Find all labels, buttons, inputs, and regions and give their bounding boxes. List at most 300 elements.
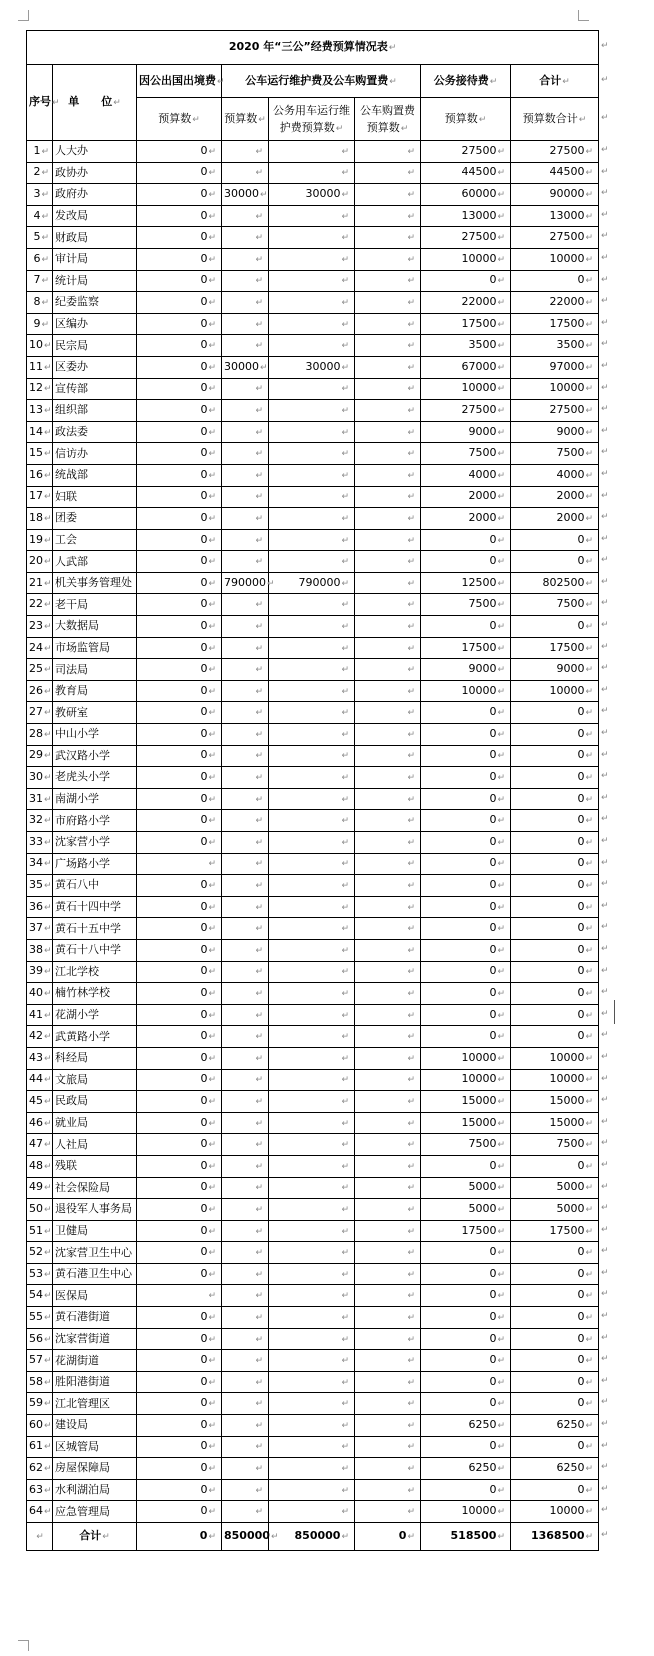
paragraph-mark: ↵ xyxy=(497,1464,505,1475)
cell-car xyxy=(222,961,269,983)
table-row xyxy=(27,1091,599,1113)
cell-maint xyxy=(269,443,355,465)
paragraph-mark: ↵ xyxy=(341,190,349,201)
paragraph-mark: ↵ xyxy=(255,1334,263,1345)
paragraph-mark: ↵ xyxy=(585,405,594,416)
cell-purchase xyxy=(355,356,421,378)
cell-abroad: 0↵ xyxy=(137,1177,222,1199)
subheader-car-maint: 公务用车运行维护费预算数↵ xyxy=(269,98,355,141)
paragraph-mark: ↵ xyxy=(341,405,349,416)
paragraph-mark: ↵ xyxy=(208,492,216,503)
cell-name: 政府办 xyxy=(53,184,137,206)
paragraph-mark: ↵ xyxy=(497,902,505,913)
paragraph-mark: ↵ xyxy=(497,1118,505,1129)
paragraph-mark: ↵ xyxy=(407,1010,415,1021)
cell-car xyxy=(222,702,269,724)
row-end-mark: ↵ xyxy=(601,404,609,414)
paragraph-mark: ↵ xyxy=(255,773,263,784)
paragraph-mark: ↵ xyxy=(208,298,216,308)
paragraph-mark: ↵ xyxy=(407,708,415,719)
paragraph-mark: ↵ xyxy=(585,384,594,395)
cell-name: 医保局 xyxy=(53,1285,137,1307)
cell-car xyxy=(222,637,269,659)
cell-no: 8↵ xyxy=(27,292,53,314)
paragraph-mark: ↵ xyxy=(341,449,349,460)
cell-purchase xyxy=(355,896,421,918)
paragraph-mark: ↵ xyxy=(255,427,263,438)
paragraph-mark: ↵ xyxy=(497,1226,505,1237)
paragraph-mark: ↵ xyxy=(208,276,216,287)
table-row xyxy=(27,508,599,530)
cell-no: 29↵ xyxy=(27,745,53,767)
cell-no: 19↵ xyxy=(27,529,53,551)
paragraph-mark: ↵ xyxy=(208,513,216,524)
cell-purchase xyxy=(355,939,421,961)
subheader-abroad-budget: 预算数↵ xyxy=(137,98,222,141)
cell-reception: 12500↵ xyxy=(421,572,511,594)
paragraph-mark: ↵ xyxy=(255,1420,263,1431)
cell-car xyxy=(222,205,269,227)
row-end-mark: ↵ xyxy=(601,1246,609,1256)
cell-purchase xyxy=(355,680,421,702)
paragraph-mark: ↵ xyxy=(407,729,415,740)
paragraph-mark: ↵ xyxy=(341,945,349,956)
paragraph-mark: ↵ xyxy=(497,621,505,632)
table-row xyxy=(27,313,599,335)
cell-no: 21↵ xyxy=(27,572,53,594)
cell-no: 36↵ xyxy=(27,896,53,918)
table-row xyxy=(27,594,599,616)
paragraph-mark: ↵ xyxy=(585,1532,594,1543)
cell-maint xyxy=(269,227,355,249)
paragraph-mark: ↵ xyxy=(407,362,415,373)
paragraph-mark: ↵ xyxy=(44,1312,52,1323)
paragraph-mark: ↵ xyxy=(208,1053,216,1064)
cell-car xyxy=(222,1501,269,1523)
paragraph-mark: ↵ xyxy=(41,319,49,330)
cell-reception: 2000↵ xyxy=(421,486,511,508)
paragraph-mark: ↵ xyxy=(208,1377,216,1388)
cell-no: 51↵ xyxy=(27,1220,53,1242)
cell-name: 统战部 xyxy=(53,464,137,486)
table-row xyxy=(27,1415,599,1437)
paragraph-mark: ↵ xyxy=(585,449,594,460)
paragraph-mark: ↵ xyxy=(585,319,594,330)
row-end-mark: ↵ xyxy=(601,426,609,436)
cell-no: 32↵ xyxy=(27,810,53,832)
cell-purchase xyxy=(355,637,421,659)
cell-maint xyxy=(269,853,355,875)
paragraph-mark: ↵ xyxy=(407,1096,415,1107)
cell-car xyxy=(222,1458,269,1480)
cell-purchase xyxy=(355,421,421,443)
cell-abroad: 0↵ xyxy=(137,961,222,983)
cell-abroad: 0↵ xyxy=(137,702,222,724)
cell-maint xyxy=(269,1112,355,1134)
paragraph-mark: ↵ xyxy=(585,470,594,481)
paragraph-mark: ↵ xyxy=(585,686,594,697)
row-end-mark: ↵ xyxy=(601,1117,609,1127)
paragraph-mark: ↵ xyxy=(255,405,263,416)
paragraph-mark: ↵ xyxy=(255,1269,263,1280)
row-end-mark: ↵ xyxy=(601,771,609,781)
paragraph-mark: ↵ xyxy=(407,513,415,524)
paragraph-mark: ↵ xyxy=(497,881,505,892)
paragraph-mark: ↵ xyxy=(407,773,415,784)
cell-car xyxy=(222,508,269,530)
row-end-mark: ↵ xyxy=(601,793,609,803)
paragraph-mark: ↵ xyxy=(255,384,263,395)
paragraph-mark: ↵ xyxy=(341,1053,349,1064)
cell-reception: 0↵ xyxy=(421,896,511,918)
table-row xyxy=(27,1501,599,1523)
cell-total: 6250↵ xyxy=(511,1458,599,1480)
cell-maint xyxy=(269,896,355,918)
paragraph-mark: ↵ xyxy=(44,1032,52,1043)
cell-total: 27500↵ xyxy=(511,400,599,422)
table-row xyxy=(27,1285,599,1307)
cell-abroad: 0↵ xyxy=(137,1393,222,1415)
cell-purchase xyxy=(355,1112,421,1134)
paragraph-mark: ↵ xyxy=(407,837,415,848)
cell-total: 15000↵ xyxy=(511,1112,599,1134)
cell-car xyxy=(222,724,269,746)
cell-purchase xyxy=(355,270,421,292)
cell-abroad: 0↵ xyxy=(137,572,222,594)
cell-maint xyxy=(269,1371,355,1393)
total-row xyxy=(27,1523,599,1551)
cell-car xyxy=(222,292,269,314)
paragraph-mark: ↵ xyxy=(497,513,505,524)
cell-reception: 13000↵ xyxy=(421,205,511,227)
paragraph-mark: ↵ xyxy=(585,1226,594,1237)
paragraph-mark: ↵ xyxy=(44,492,52,503)
table-row xyxy=(27,1350,599,1372)
row-end-mark: ↵ xyxy=(601,642,609,652)
paragraph-mark: ↵ xyxy=(208,319,216,330)
table-row xyxy=(27,702,599,724)
paragraph-mark: ↵ xyxy=(407,751,415,762)
cell-car xyxy=(222,443,269,465)
row-end-mark: ↵ xyxy=(601,1074,609,1084)
cell-car xyxy=(222,1220,269,1242)
cell-abroad: 0↵ xyxy=(137,1350,222,1372)
paragraph-mark: ↵ xyxy=(44,881,52,892)
cell-reception: 0↵ xyxy=(421,853,511,875)
paragraph-mark: ↵ xyxy=(255,1291,263,1302)
row-end-mark: ↵ xyxy=(601,112,609,123)
cell-no: 15↵ xyxy=(27,443,53,465)
subheader-total-budget: 预算数合计↵ xyxy=(511,98,599,141)
table-row xyxy=(27,724,599,746)
paragraph-mark: ↵ xyxy=(585,492,594,503)
paragraph-mark: ↵ xyxy=(255,945,263,956)
cell-name: 沈家营小学 xyxy=(53,832,137,854)
paragraph-mark: ↵ xyxy=(255,168,263,179)
paragraph-mark: ↵ xyxy=(585,600,594,611)
paragraph-mark: ↵ xyxy=(341,708,349,719)
table-row xyxy=(27,875,599,897)
cell-no: 40↵ xyxy=(27,983,53,1005)
paragraph-mark: ↵ xyxy=(255,967,263,978)
cell-name: 老虎头小学 xyxy=(53,767,137,789)
cell-car xyxy=(222,1393,269,1415)
cell-car xyxy=(222,616,269,638)
paragraph-mark: ↵ xyxy=(497,643,505,654)
paragraph-mark: ↵ xyxy=(407,1248,415,1259)
paragraph-mark: ↵ xyxy=(585,881,594,892)
cell-abroad: 0↵ xyxy=(137,248,222,270)
paragraph-mark: ↵ xyxy=(407,1377,415,1388)
paragraph-mark: ↵ xyxy=(255,794,263,805)
cell-total: 0↵ xyxy=(511,810,599,832)
paragraph-mark: ↵ xyxy=(585,773,594,784)
paragraph-mark: ↵ xyxy=(585,1507,594,1518)
cell-reception: 0↵ xyxy=(421,810,511,832)
paragraph-mark: ↵ xyxy=(267,578,275,589)
cell-car xyxy=(222,486,269,508)
paragraph-mark: ↵ xyxy=(44,665,52,676)
row-end-mark: ↵ xyxy=(601,728,609,738)
row-end-mark: ↵ xyxy=(601,41,609,51)
paragraph-mark: ↵ xyxy=(208,1140,216,1151)
cell-abroad: 0↵ xyxy=(137,378,222,400)
paragraph-mark: ↵ xyxy=(208,1248,216,1259)
row-end-mark: ↵ xyxy=(601,1354,609,1364)
cell-reception: 7500↵ xyxy=(421,1134,511,1156)
cell-car xyxy=(222,853,269,875)
paragraph-mark: ↵ xyxy=(585,1312,594,1323)
cell-no: 34↵ xyxy=(27,853,53,875)
cell-abroad: 0↵ xyxy=(137,356,222,378)
row-end-mark: ↵ xyxy=(601,1009,609,1019)
cell-name: 沈家营卫生中心 xyxy=(53,1242,137,1264)
paragraph-mark: ↵ xyxy=(497,319,505,330)
paragraph-mark: ↵ xyxy=(497,276,505,287)
cell-abroad: 0↵ xyxy=(137,1155,222,1177)
paragraph-mark: ↵ xyxy=(341,1442,349,1453)
cell-no: 63↵ xyxy=(27,1479,53,1501)
cell-car xyxy=(222,141,269,163)
cell-abroad: 0↵ xyxy=(137,745,222,767)
cell-purchase xyxy=(355,875,421,897)
paragraph-mark: ↵ xyxy=(407,902,415,913)
paragraph-mark: ↵ xyxy=(407,319,415,330)
paragraph-mark: ↵ xyxy=(497,1096,505,1107)
paragraph-mark: ↵ xyxy=(585,1204,594,1215)
paragraph-mark: ↵ xyxy=(341,665,349,676)
paragraph-mark: ↵ xyxy=(208,1269,216,1280)
cell-name: 科经局 xyxy=(53,1047,137,1069)
paragraph-mark: ↵ xyxy=(497,233,505,244)
cell-reception: 6250↵ xyxy=(421,1458,511,1480)
paragraph-mark: ↵ xyxy=(255,902,263,913)
paragraph-mark: ↵ xyxy=(497,384,505,395)
cell-no: 23↵ xyxy=(27,616,53,638)
cell-car xyxy=(222,1047,269,1069)
paragraph-mark: ↵ xyxy=(44,621,52,632)
cell-reception: 9000↵ xyxy=(421,659,511,681)
paragraph-mark: ↵ xyxy=(585,859,594,870)
paragraph-mark: ↵ xyxy=(407,341,415,352)
cell-abroad: 0↵ xyxy=(137,983,222,1005)
row-end-mark: ↵ xyxy=(601,814,609,824)
cell-maint xyxy=(269,1004,355,1026)
cell-total: 97000↵ xyxy=(511,356,599,378)
table-row xyxy=(27,1458,599,1480)
paragraph-mark: ↵ xyxy=(407,1312,415,1323)
cell-reception: 0↵ xyxy=(421,767,511,789)
cell-car xyxy=(222,810,269,832)
paragraph-mark: ↵ xyxy=(44,1053,52,1064)
row-end-mark: ↵ xyxy=(601,1419,609,1429)
cell-reception: 0↵ xyxy=(421,832,511,854)
paragraph-mark: ↵ xyxy=(341,1464,349,1475)
cell-car xyxy=(222,551,269,573)
cell-total: 5000↵ xyxy=(511,1199,599,1221)
total-cell xyxy=(27,1523,53,1551)
paragraph-mark: ↵ xyxy=(585,1464,594,1475)
cell-abroad: 0↵ xyxy=(137,788,222,810)
paragraph-mark: ↵ xyxy=(341,1161,349,1172)
row-end-mark: ↵ xyxy=(601,534,609,544)
paragraph-mark: ↵ xyxy=(341,578,349,589)
paragraph-mark: ↵ xyxy=(255,751,263,762)
paragraph-mark: ↵ xyxy=(44,816,52,827)
table-row xyxy=(27,572,599,594)
paragraph-mark: ↵ xyxy=(341,276,349,287)
paragraph-mark: ↵ xyxy=(44,384,52,395)
paragraph-mark: ↵ xyxy=(497,1420,505,1431)
row-end-mark: ↵ xyxy=(601,339,609,349)
cell-reception: 10000↵ xyxy=(421,248,511,270)
cell-no: 17↵ xyxy=(27,486,53,508)
cell-no: 59↵ xyxy=(27,1393,53,1415)
cell-name: 发改局 xyxy=(53,205,137,227)
cell-total: 0↵ xyxy=(511,896,599,918)
paragraph-mark: ↵ xyxy=(208,665,216,676)
cell-maint xyxy=(269,378,355,400)
cell-total: 90000↵ xyxy=(511,184,599,206)
cell-name: 政法委 xyxy=(53,421,137,443)
paragraph-mark: ↵ xyxy=(497,794,505,805)
cell-no: 16↵ xyxy=(27,464,53,486)
paragraph-mark: ↵ xyxy=(44,643,52,654)
cell-reception: 17500↵ xyxy=(421,1220,511,1242)
paragraph-mark: ↵ xyxy=(497,1183,505,1194)
cell-car xyxy=(222,1026,269,1048)
cell-total: 17500↵ xyxy=(511,313,599,335)
paragraph-mark: ↵ xyxy=(585,924,594,935)
paragraph-mark: ↵ xyxy=(341,967,349,978)
paragraph-mark: ↵ xyxy=(341,535,349,546)
paragraph-mark: ↵ xyxy=(255,989,263,999)
cell-no: 49↵ xyxy=(27,1177,53,1199)
cell-purchase xyxy=(355,1371,421,1393)
paragraph-mark: ↵ xyxy=(497,535,505,546)
cell-no: 48↵ xyxy=(27,1155,53,1177)
paragraph-mark: ↵ xyxy=(341,1485,349,1496)
cell-abroad: 0↵ xyxy=(137,1242,222,1264)
cell-abroad: 0↵ xyxy=(137,141,222,163)
cell-no: 7↵ xyxy=(27,270,53,292)
header-abroad: 因公出国出境费↵ xyxy=(137,65,222,98)
paragraph-mark: ↵ xyxy=(44,600,52,611)
cell-total: 2000↵ xyxy=(511,486,599,508)
cell-total: 0↵ xyxy=(511,1371,599,1393)
cell-no: 53↵ xyxy=(27,1263,53,1285)
cell-reception: 0↵ xyxy=(421,1350,511,1372)
paragraph-mark: ↵ xyxy=(497,362,505,373)
paragraph-mark: ↵ xyxy=(407,492,415,503)
paragraph-mark: ↵ xyxy=(44,449,52,460)
cell-reception: 0↵ xyxy=(421,1026,511,1048)
row-end-mark: ↵ xyxy=(601,188,609,198)
table-row xyxy=(27,1436,599,1458)
paragraph-mark: ↵ xyxy=(208,881,216,892)
cell-purchase xyxy=(355,1458,421,1480)
paragraph-mark: ↵ xyxy=(44,1269,52,1280)
paragraph-mark: ↵ xyxy=(44,859,52,870)
cell-reception: 15000↵ xyxy=(421,1091,511,1113)
cell-total: 0↵ xyxy=(511,918,599,940)
cell-car xyxy=(222,1155,269,1177)
paragraph-mark: ↵ xyxy=(497,470,505,481)
cell-car xyxy=(222,659,269,681)
cell-no: 13↵ xyxy=(27,400,53,422)
cell-purchase xyxy=(355,853,421,875)
cell-maint xyxy=(269,961,355,983)
cell-total: 10000↵ xyxy=(511,378,599,400)
paragraph-mark: ↵ xyxy=(585,1032,594,1043)
cell-total: 17500↵ xyxy=(511,637,599,659)
cell-car xyxy=(222,1004,269,1026)
paragraph-mark: ↵ xyxy=(341,686,349,697)
cell-no: 22↵ xyxy=(27,594,53,616)
cell-abroad: 0↵ xyxy=(137,292,222,314)
cell-car xyxy=(222,1263,269,1285)
row-end-mark: ↵ xyxy=(601,1225,609,1235)
row-end-mark: ↵ xyxy=(601,167,609,177)
cell-total: 0↵ xyxy=(511,767,599,789)
cell-name: 妇联 xyxy=(53,486,137,508)
cell-total: 13000↵ xyxy=(511,205,599,227)
cell-maint xyxy=(269,1436,355,1458)
cell-total: 802500↵ xyxy=(511,572,599,594)
cell-no: 38↵ xyxy=(27,939,53,961)
cell-name: 市场监管局 xyxy=(53,637,137,659)
cell-name: 社会保险局 xyxy=(53,1177,137,1199)
paragraph-mark: ↵ xyxy=(341,1334,349,1345)
cell-car xyxy=(222,313,269,335)
cell-total: 10000↵ xyxy=(511,1069,599,1091)
cell-reception: 9000↵ xyxy=(421,421,511,443)
table-row xyxy=(27,680,599,702)
paragraph-mark: ↵ xyxy=(497,1532,505,1543)
paragraph-mark: ↵ xyxy=(44,1161,52,1172)
cell-maint xyxy=(269,292,355,314)
paragraph-mark: ↵ xyxy=(44,773,52,784)
cell-maint xyxy=(269,1134,355,1156)
cell-reception: 0↵ xyxy=(421,724,511,746)
paragraph-mark: ↵ xyxy=(255,1507,263,1518)
cell-name: 组织部 xyxy=(53,400,137,422)
table-row xyxy=(27,551,599,573)
cell-name: 大数据局 xyxy=(53,616,137,638)
paragraph-mark: ↵ xyxy=(260,362,268,373)
paragraph-mark: ↵ xyxy=(341,837,349,848)
cell-name: 残联 xyxy=(53,1155,137,1177)
